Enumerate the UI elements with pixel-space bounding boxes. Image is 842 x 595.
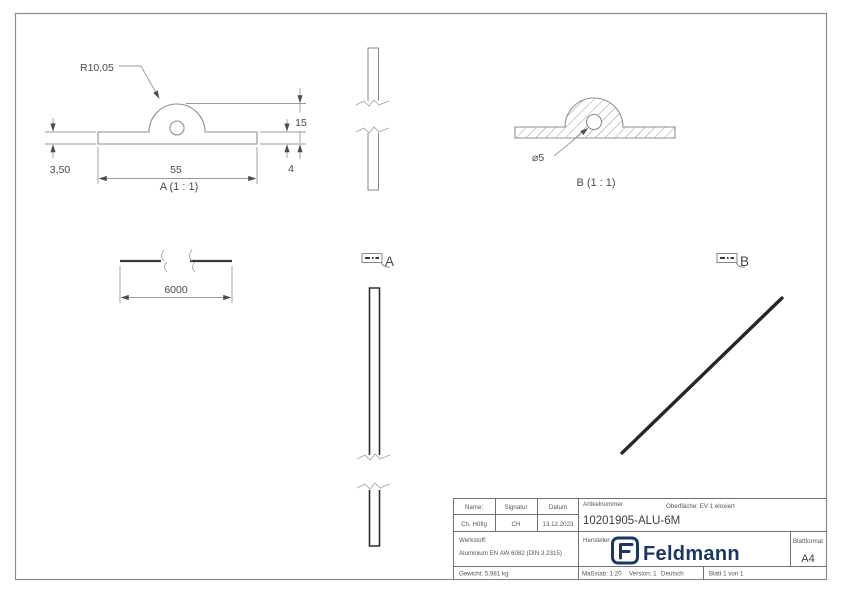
tb-werkstoff-value: Aluminium EN AW 6082 (DIN 3.2315) — [459, 550, 562, 557]
detail-callout-a — [362, 254, 394, 270]
dim-length-label: 6000 — [164, 284, 188, 296]
tb-werkstoff-label: Werkstoff: — [459, 537, 487, 544]
break-lower — [356, 127, 389, 133]
feldmann-logo — [613, 538, 740, 565]
dim-hole-label: ⌀5 — [532, 152, 545, 164]
tb-signatur-label: Signatur — [504, 504, 528, 511]
tb-gewicht: Gewicht: 5,981 kg — [459, 570, 509, 578]
sheet-border — [16, 14, 827, 580]
dim-width-label: 55 — [170, 164, 182, 176]
tb-sprache: Deutsch — [661, 570, 684, 578]
dark-break-lower — [357, 483, 390, 489]
tb-name-label: Name: — [464, 504, 484, 511]
side-bar-upper — [368, 48, 379, 101]
tb-datum-value: 13.12.2023 — [542, 521, 574, 528]
feldmann-logo-f — [621, 545, 633, 559]
side-bar-lower — [368, 133, 379, 190]
front-view — [120, 250, 232, 303]
tb-blattformat-value: A4 — [801, 553, 815, 565]
section-profile-b — [515, 98, 675, 138]
detail-callout-b-letter: B — [740, 254, 750, 269]
tb-signatur-value: CH — [511, 521, 521, 528]
detail-view-b — [515, 98, 675, 189]
title-block — [454, 499, 827, 580]
feldmann-logo-text: Feldmann — [643, 543, 740, 565]
detail-callout-b — [717, 254, 749, 270]
dim-radius-label: R10,05 — [80, 62, 114, 74]
isometric-bar — [622, 298, 782, 453]
view-b-label: B (1 : 1) — [576, 177, 616, 189]
radius-leader — [119, 66, 159, 98]
dim-end-thickness-label: 3,50 — [49, 164, 71, 176]
detail-view-a — [45, 62, 307, 193]
tb-oberflaeche: Oberfläche: EV 1 eloxiert — [666, 503, 735, 510]
tb-hersteller-label: Hersteller — [583, 537, 610, 544]
dark-bar-upper — [370, 288, 380, 455]
tb-massstab: Maßstab: 1:20 — [582, 570, 622, 578]
side-view-top — [356, 48, 389, 190]
tb-artikelnummer-label: Artikelnummer — [583, 501, 623, 508]
hole-a — [170, 121, 184, 135]
break-upper — [356, 100, 389, 106]
tb-version: Version: 1 — [629, 570, 657, 578]
view-a-label: A (1 : 1) — [159, 181, 199, 193]
dark-bar-lower — [370, 490, 380, 546]
tb-artikelnummer-value: 10201905-ALU-6M — [583, 515, 681, 527]
tb-datum-label: Datum — [548, 504, 568, 511]
tb-blatt: Blatt 1 von 1 — [709, 570, 744, 578]
side-view-bottom — [357, 288, 390, 546]
dim-mid-thickness-label: 4 — [288, 163, 294, 175]
tb-name-value: Ch. Höfig — [461, 521, 487, 528]
tb-blattformat-label: Blattformat — [793, 538, 823, 545]
break-mark-left — [162, 250, 168, 272]
dim-height-label: 15 — [295, 117, 307, 129]
detail-callout-a-letter: A — [385, 254, 395, 269]
